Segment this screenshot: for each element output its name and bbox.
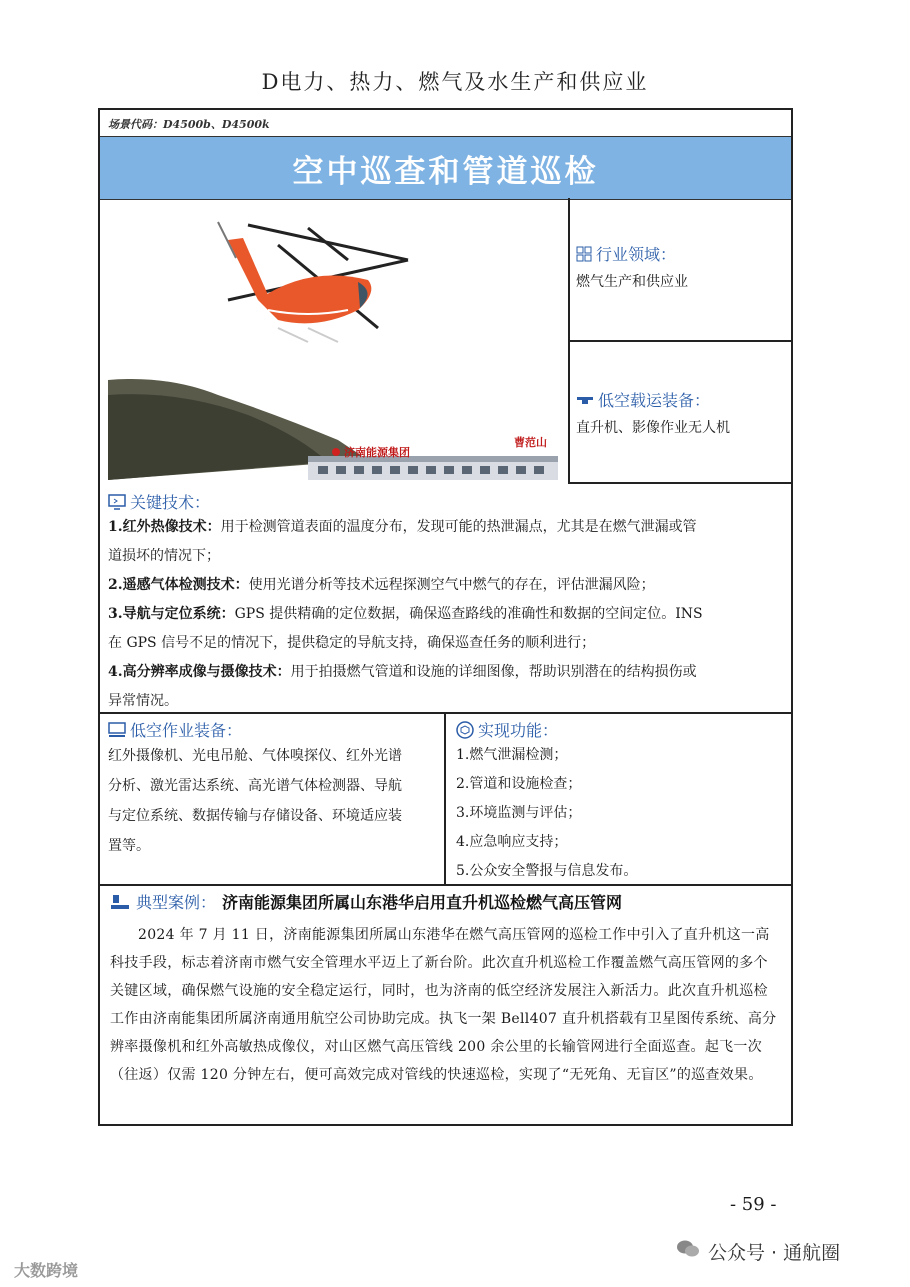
building-sign-right: 曹范山 [514, 436, 547, 449]
case-heading [110, 890, 781, 913]
lowalt-equipment-heading-label: 低空载运装备： [598, 391, 711, 410]
monitor-icon [108, 494, 126, 510]
key-tech-line: 4.高分辨率成像与摄像技术：用于拍摄燃气管道和设施的详细图像，帮助识别潜在的结构损伤或 [108, 664, 697, 680]
key-tech-line: 2.遥感气体检测技术：使用光谱分析等技术远程探测空气中燃气的存在，评估泄漏风险； [108, 577, 655, 593]
functions-section [446, 714, 791, 886]
key-tech-section [100, 484, 791, 714]
industry-value: 燃气生产和供应业 [576, 274, 688, 290]
functions-heading [456, 718, 781, 741]
function-item: 1.燃气泄漏检测； [456, 747, 568, 763]
case-label: 典型案例： [136, 893, 217, 912]
page-number: - 59 - [730, 1194, 777, 1215]
wechat-icon [676, 1239, 700, 1264]
key-tech-heading-label: 关键技术： [130, 493, 211, 512]
industry-heading-label: 行业领域： [596, 245, 677, 264]
drone-icon [576, 393, 594, 407]
banner-title: 空中巡查和管道巡检 [292, 153, 599, 190]
key-tech-line: 道损坏的情况下； [108, 548, 220, 564]
function-item: 5.公众安全警报与信息发布。 [456, 863, 638, 879]
industry-heading [576, 242, 785, 265]
helicopter-photo [108, 200, 566, 480]
grid-icon [576, 246, 592, 262]
work-equipment-heading [108, 718, 436, 741]
functions-heading-label: 实现功能： [478, 721, 559, 740]
function-item: 2.管道和设施检查； [456, 776, 582, 792]
lowalt-equipment-value: 直升机、影像作业无人机 [576, 420, 730, 436]
helicopter-illustration [108, 200, 566, 480]
industry-panel [568, 198, 791, 342]
case-text: 2024 年 7 月 11 日，济南能源集团所属山东港华在燃气高压管网的巡检工作中引入了直升机这一高科技手段，标志着济南市燃气安全管理水平迈上了新台阶。此次直升机巡检工作覆盖燃气高压管网的多个关键区域，确保燃气设施的安全稳定运行，同时，也为济南的低空经济发展注入新活力。此次直升机巡检工作由济南能集团所属济南通用航空公司协助完成。执飞一架 Bell407 直升机搭载有卫星图传系统、高分辨率摄像机和红外高敏热成像仪，对山区燃气高压管线 200 余公里的长输管网进行全面巡查。起飞一次（往返）仅需 120 分钟左右，便可高效完成对管线的快速巡检，实现了“无死角、无盲区”的巡查效果。 [110, 927, 777, 1083]
scene-code: 场景代码：D4500b、D4500k [108, 118, 270, 131]
person-desk-icon [110, 893, 130, 911]
case-section [100, 886, 791, 1124]
watermark-left: 大数跨境 [14, 1261, 79, 1280]
building-sign-left: 济南能源集团 [344, 446, 410, 459]
title-banner [100, 136, 791, 200]
cube-icon [456, 721, 474, 739]
key-tech-line: 1.红外热像技术：用于检测管道表面的温度分布，发现可能的热泄漏点，尤其是在燃气泄漏或管 [108, 519, 697, 535]
work-equipment-line: 分析、激光雷达系统、高光谱气体检测器、导航 [108, 778, 402, 794]
function-item: 3.环境监测与评估； [456, 805, 582, 821]
function-item: 4.应急响应支持； [456, 834, 568, 850]
case-title: 济南能源集团所属山东港华启用直升机巡检燃气高压管网 [222, 893, 623, 912]
watermark-right [676, 1238, 840, 1265]
work-equipment-heading-label: 低空作业装备： [130, 721, 243, 740]
work-equipment-section [100, 714, 446, 886]
key-tech-line: 异常情况。 [108, 693, 178, 709]
device-icon [108, 722, 126, 738]
key-tech-heading [108, 490, 783, 513]
watermark-right-text: 公众号 · 通航圈 [708, 1242, 841, 1264]
lowalt-equipment-heading [576, 388, 785, 411]
page-header-title: D电力、热力、燃气及水生产和供应业 [261, 70, 649, 94]
key-tech-line: 3.导航与定位系统：GPS 提供精确的定位数据，确保巡查路线的准确性和数据的空间定位。INS [108, 606, 703, 622]
key-tech-line: 在 GPS 信号不足的情况下，提供稳定的导航支持，确保巡查任务的顺利进行； [108, 635, 596, 651]
scenario-card [98, 108, 793, 1126]
work-equipment-line: 与定位系统、数据传输与存储设备、环境适应装 [108, 808, 402, 824]
work-equipment-line: 置等。 [108, 838, 150, 854]
work-equipment-line: 红外摄像机、光电吊舱、气体嗅探仪、红外光谱 [108, 748, 402, 764]
lowalt-equipment-panel [568, 342, 791, 484]
